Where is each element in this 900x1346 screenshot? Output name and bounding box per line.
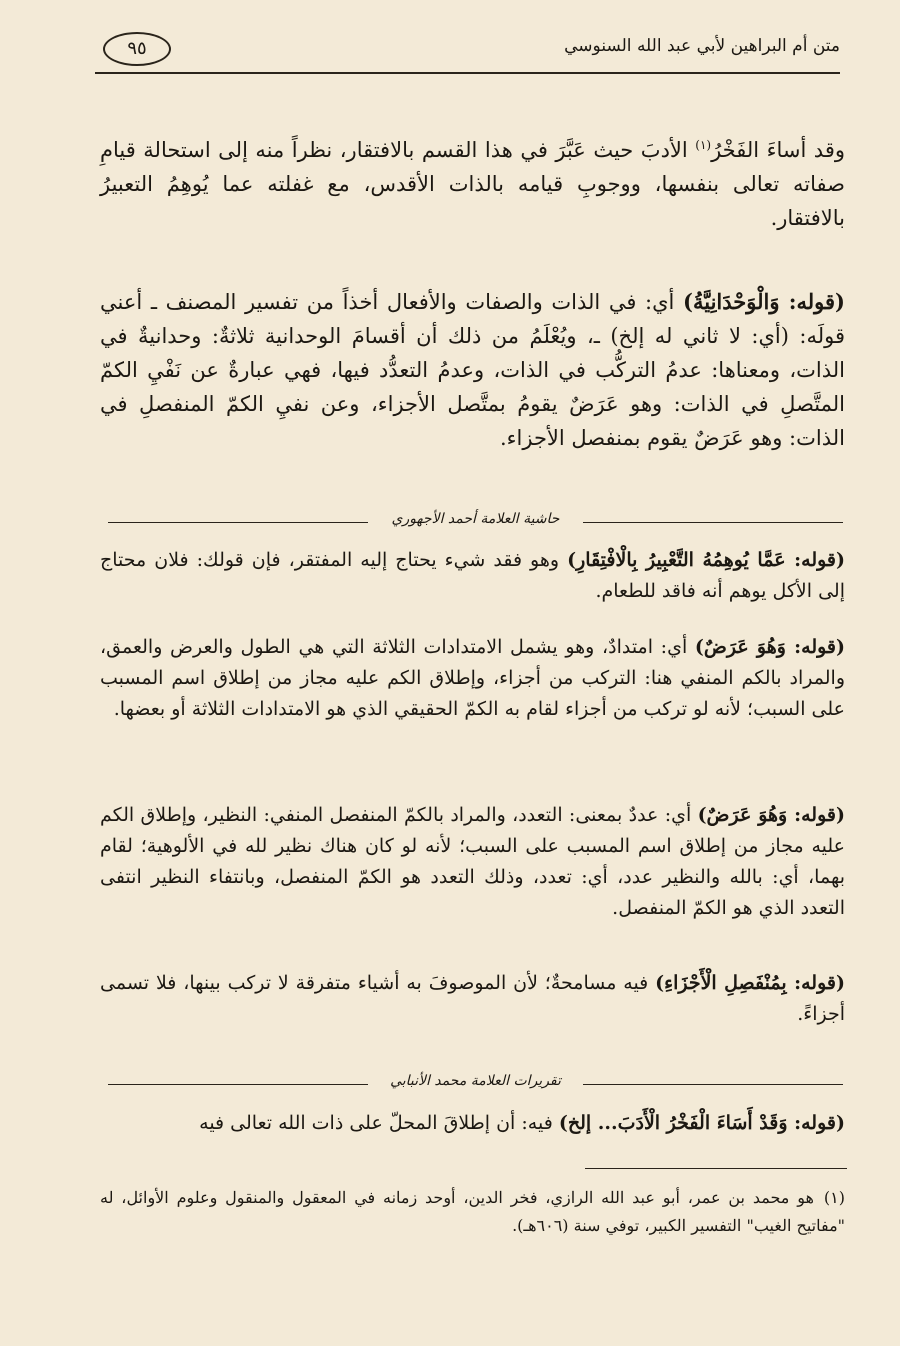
commentary-note-3: [100, 800, 845, 924]
quote-lead: (قوله: عَمَّا يُوهِمُهُ التَّعْبِيرُ بِالْافْتِقَارِ): [567, 549, 846, 571]
footnote-reference[interactable]: (١): [695, 138, 712, 152]
running-header: [95, 30, 840, 74]
page-number-badge: ٩٥: [103, 32, 171, 66]
section-divider-commentary: [108, 511, 843, 533]
footnote-text: هو محمد بن عمر، أبو عبد الله الرازي، فخر الدين، أوحد زمانه في المعقول والمنقول وعلوم الأوائل، له "مفاتيح الغيب" التفسير الكبير، توفي سنة (٦٠٦هـ).: [100, 1188, 845, 1235]
note-text: وهو فقد شيء يحتاج إليه المفتقر، فإن قولك: فلان محتاج إلى الأكل يوهم أنه فاقد للطعام.: [100, 549, 845, 602]
main-paragraph-1: [100, 128, 845, 235]
quote-lead: (قوله: وَالْوَحْدَانِيَّةُ): [683, 289, 845, 314]
divider-rule: [583, 1084, 843, 1085]
paragraph-text: أي: في الذات والصفات والأفعال أخذاً من تفسير المصنف ـ أعني قولَه: (أي: لا ثاني له إلخ) ـ، ويُعْلَمُ من ذلك أن أقسامَ الوحدانية ثلاثةٌ: وحدانيةٌ في الذات، ومعناها: عدمُ التركُّب في الذات، وعدمُ التعدُّد فيها، فهي عبارةٌ عن نَفْيِ الكمّ المتَّصلِ في الذات: وهو عَرَضٌ يقومُ بمتَّصل الأجزاء، وعن نفيِ الكمّ المنفصلِ في الذات: وهو عَرَضٌ يقوم بمنفصل الأجزاء.: [100, 290, 845, 450]
divider-rule: [583, 522, 843, 523]
quote-lead: (قوله: وَهُوَ عَرَضٌ): [694, 636, 845, 658]
running-title: متن أم البراهين لأبي عبد الله السنوسي: [564, 36, 840, 56]
commentary-note-1: [100, 545, 845, 607]
commentary-note-4: [100, 968, 845, 1030]
footnote: [100, 1184, 845, 1240]
main-paragraph-2: [100, 285, 845, 455]
divider-label: تقريرات العلامة محمد الأنبابي: [390, 1073, 561, 1089]
note-text: أي: عددٌ بمعنى: التعدد، والمراد بالكمّ المنفصل المنفي: النظير، وإطلاق الكم عليه مجاز من إطلاق اسم المسبب على السبب؛ لأنه لو كان هناك نظير لله في الألوهية؛ لقام بهما، أي: بالله والنظير عدد، أي: تعدد، وذلك التعدد هو الكمّ المنفصل، وبانتفاء النظير انتفى التعدد الذي هو الكمّ المنفصل.: [100, 804, 845, 919]
note-text: أي: امتدادٌ، وهو يشمل الامتدادات الثلاثة التي هي الطول والعرض والعمق، والمراد بالكم المنفي هنا: التركب من أجزاء، وإطلاق الكم عليه مجاز من إطلاق اسم المسبب على السبب؛ لأنه لو تركب من أجزاء لقام به الكمّ الحقيقي الذي هو الامتدادات الثلاثة أو بعضها.: [100, 636, 845, 720]
commentary-note-2: [100, 632, 845, 725]
note-text: فيه: أن إطلاقَ المحلّ على ذات الله تعالى فيه: [199, 1112, 559, 1134]
footnote-separator: [585, 1168, 847, 1169]
quote-lead: (قوله: وَهُوَ عَرَضٌ): [697, 804, 845, 826]
divider-label: حاشية العلامة أحمد الأجهوري: [391, 511, 560, 527]
footnote-marker: (١): [823, 1188, 845, 1207]
report-note-1: [100, 1108, 845, 1139]
note-text: فيه مسامحةٌ؛ لأن الموصوفَ به أشياء متفرقة لا تركب بينها، فلا تسمى أجزاءً.: [100, 972, 845, 1025]
quote-lead: (قوله: بِمُنْفَصِلِ الْأَجْزَاءِ): [655, 972, 845, 994]
paragraph-text: وقد أساءَ الفَخْرُ: [711, 138, 846, 162]
paragraph-text: الأدبَ حيث عَبَّرَ في هذا القسم بالافتقار، نظراً منه إلى استحالة قيامِ صفاته تعالى بنفسها، ووجوبِ قيامه بالذات الأقدس، مع غفلته عما يُوهِمُ التعبيرُ بالافتقار.: [100, 138, 845, 230]
quote-lead: (قوله: وَقَدْ أَسَاءَ الْفَخْرُ الْأَدَبَ... إلخ): [558, 1112, 845, 1134]
section-divider-reports: [108, 1073, 843, 1095]
